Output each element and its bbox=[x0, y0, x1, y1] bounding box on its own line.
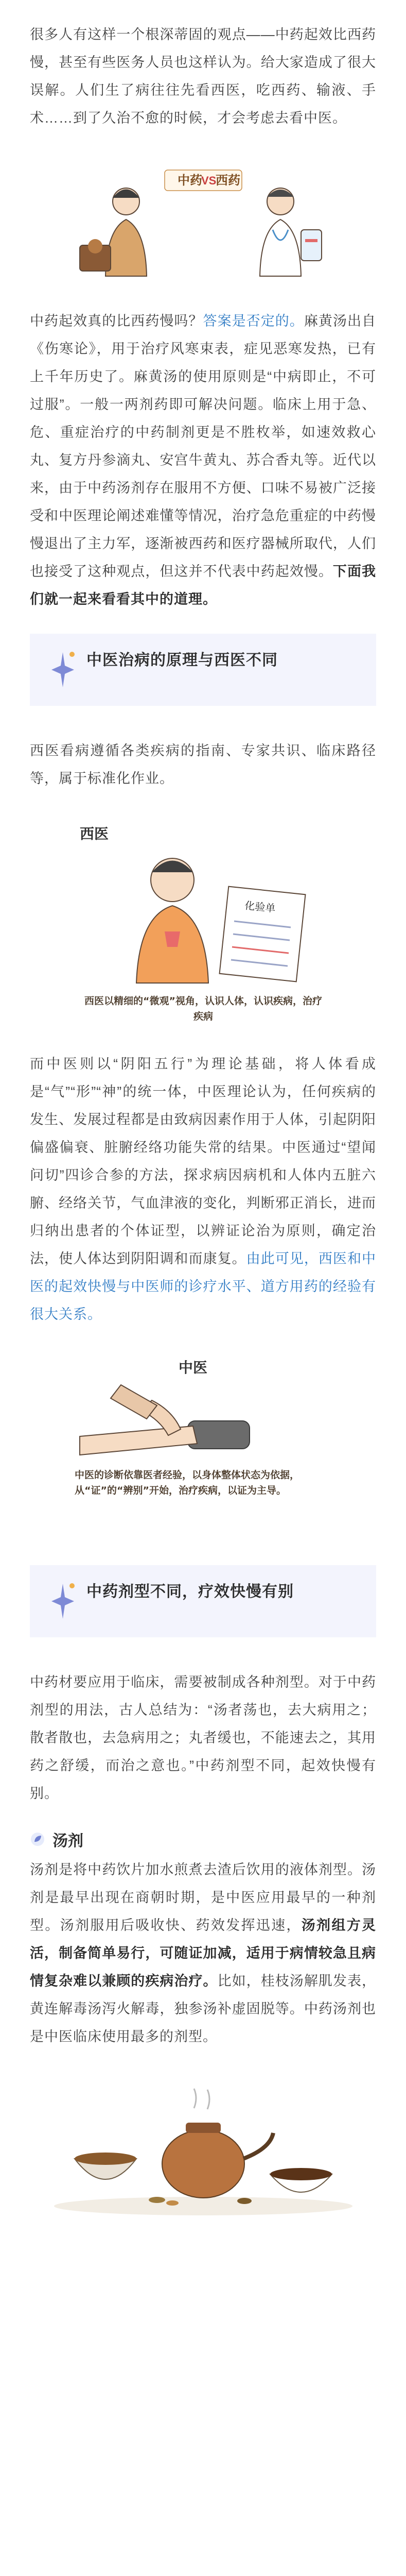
lab-report-sheet bbox=[219, 887, 305, 982]
paragraph-6 bbox=[30, 1856, 376, 2050]
western-medicine-illustration bbox=[69, 813, 337, 1029]
fig1-right-label: 西药 bbox=[215, 174, 240, 188]
tcm-pulse-illustration bbox=[59, 1349, 347, 1545]
subheading-decoction bbox=[30, 1828, 376, 1851]
section-header-principles bbox=[30, 634, 376, 706]
p2-lead: 中药起效真的比西药慢吗？ bbox=[30, 313, 203, 329]
tcm-vs-western-figure bbox=[30, 152, 376, 286]
paragraph-3: 西医看病遵循各类疾病的指南、专家共识、临床路径等，属于标准化作业。 bbox=[30, 743, 376, 786]
section-title-principles: 中医治病的原理与西医不同 bbox=[86, 652, 278, 669]
p2-body: 麻黄汤出自《伤寒论》，用于治疗风寒束表，症见恶寒发热，已有上千年历史了。麻黄汤的使用原则是“中病即止，不可过服”。一般一两剂药即可解决问题。临床上用于急、危、重症治疗的中药制剂更是不胜枚举，如速效救心丸、复方丹参滴丸、安宫牛黄丸、苏合香丸等。近代以来，由于中药汤剂存在服用不方便、口味不易被广泛接受和中医理论阐述难懂等情况，治疗急危重症的中药慢慢退出了主力军，逐渐被西药和医疗器械所取代，人们也接受了这种观点，但这并不代表中药起效慢。 bbox=[30, 313, 377, 579]
decoction-illustration bbox=[44, 2071, 363, 2226]
section-title-dosage-forms: 中药剂型不同，疗效快慢有别 bbox=[86, 1583, 294, 1600]
p6-body: 汤剂是将中药饮片加水煎煮去渣后饮用的液体剂型。汤剂是最早出现在商朝时期，是中医应用最早的一种剂型。汤剂服用后吸收快、药效发挥迅速， bbox=[30, 1862, 376, 1933]
p2-answer: 答案是否定的。 bbox=[203, 313, 304, 329]
leaf-bullet-icon bbox=[30, 1832, 45, 1847]
western-medicine-figure bbox=[30, 813, 376, 1029]
paragraph-5: 中药材要应用于临床，需要被制成各种剂型。对于中药剂型的用法，古人总结为：“汤者荡也，去大病用之；散者散也，去急病用之；丸者缓也，不能速去之，其用药之舒缓，而治之意也。”中药剂型不同，起效快慢有别。 bbox=[30, 1674, 376, 1801]
pulse-pillow bbox=[188, 1421, 250, 1449]
fig3-caption: 中医的诊断依靠医者经验，以身体整体状态为依据，从“证”的“辨别”开始，治疗疾病，以证为主导。 bbox=[74, 1469, 299, 1497]
decoction-figure bbox=[30, 2071, 376, 2226]
section-header-dosage-forms bbox=[30, 1565, 376, 1637]
p6-end: 比如，桂枝汤解肌发表，黄连解毒汤泻火解毒，独参汤补虚固脱等。中药汤剂也是中医临床使用最多的剂型。 bbox=[30, 1973, 377, 2044]
p2-end: 下面我们就一起来看看其中的道理。 bbox=[30, 564, 377, 607]
p6-strong: 汤剂组方灵活，制备简单易行，可随证加减，适用于病情较急且病情复杂难以兼顾的疾病治疗。 bbox=[30, 1918, 377, 1989]
fig1-left-label: 中药 bbox=[177, 174, 202, 188]
table-shadow bbox=[54, 2197, 352, 2215]
p4-body: 而中医则以“阴阳五行”为理论基础，将人体看成是“气”“形”“神”的统一体，中医理论认为，任何疾病的发生、发展过程都是由致病因素作用于人体，引起阴阳偏盛偏衰、脏腑经络功能失常的结果。中医通过“望闻问切”四诊合参的方法，探求病因病机和人体内五脏六腑、经络关节，气血津液的变化，判断邪正消长，进而归纳出患者的个体证型，以辨证论治为原则，确定治法，使人体达到阴阳调和而康复。 bbox=[30, 1056, 376, 1266]
fig2-caption: 西医以精细的“微观”视角，认识人体，认识疾病，治疗疾病 bbox=[84, 995, 322, 1023]
fig2-title: 西医 bbox=[79, 826, 109, 842]
tcm-figure bbox=[30, 1349, 376, 1545]
sparkle-icon bbox=[49, 648, 76, 691]
tcm-vs-western-illustration bbox=[49, 152, 358, 286]
p4-highlight: 由此可见，西医和中医的起效快慢与中医师的诊疗水平、道方用药的经验有很大关系。 bbox=[30, 1251, 377, 1322]
sparkle-icon bbox=[49, 1580, 76, 1623]
fig1-vs-label: VS bbox=[201, 174, 216, 187]
intro-paragraph: 很多人有这样一个根深蒂固的观点——中药起效比西药慢，甚至有些医务人员也这样认为。给大家造成了很大误解。人们生了病往往先看西医，吃西药、输液、手术……到了久治不愈的时候，才会考虑去看中医。 bbox=[30, 27, 376, 126]
subheading-decoction-label: 汤剂 bbox=[52, 1833, 83, 1850]
fig3-title: 中医 bbox=[178, 1360, 207, 1376]
fig2-report-label: 化验单 bbox=[243, 900, 276, 915]
paragraph-4 bbox=[30, 1050, 376, 1328]
paragraph-2 bbox=[30, 307, 376, 613]
